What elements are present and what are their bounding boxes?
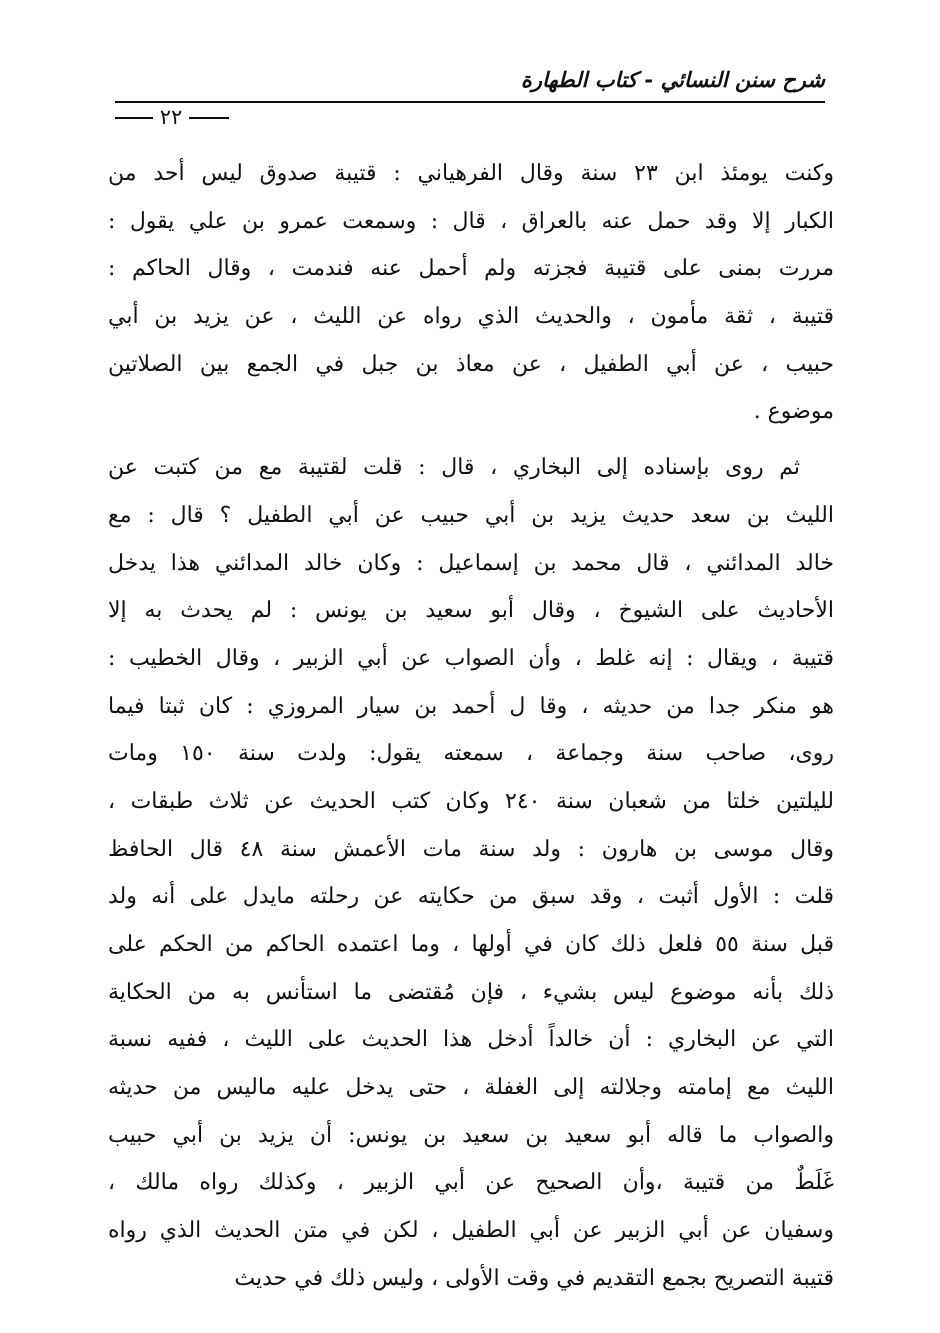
text-line: وكنت يومئذ ابن ٢٣ سنة وقال الفرهياني : قتيبة صدوق ليس أحد من: [108, 161, 834, 186]
page-number-block: [115, 106, 215, 130]
page-number: ٢٢: [159, 105, 183, 129]
body-text: [108, 150, 834, 1303]
text-line: وسفيان عن أبي الزبير عن أبي الطفيل ، لكن في متن الحديث الذي رواه: [108, 1218, 834, 1244]
text-line: ذلك بأنه موضوع ليس بشيء ، فإن مُقتضى ما استأنس به من الحكاية: [108, 979, 834, 1005]
page-number-dash-left: [115, 117, 153, 119]
text-line: وقال موسى بن هارون : ولد سنة مات الأعمش سنة ٤٨ قال الحافظ: [108, 836, 834, 862]
text-line: غَلَطٌ من قتيبة ،وأن الصحيح عن أبي الزبير ، وكذلك رواه مالك ،: [108, 1170, 834, 1196]
text-line: قتيبة التصريح بجمع التقديم في وقت الأولى ، وليس ذلك في حديث: [234, 1265, 834, 1291]
text-line: الليث مع إمامته وجلالته إلى الغفلة ، حتى يدخل عليه ماليس من حديثه: [108, 1075, 834, 1101]
text-line: ثم روى بإسناده إلى البخاري ، قال : قلت لقتيبة مع من كتبت عن: [108, 455, 800, 481]
text-line: روى، صاحب سنة وجماعة ، سمعته يقول: ولدت سنة ١٥٠ ومات: [108, 741, 834, 767]
text-line: خالد المدائني ، قال محمد بن إسماعيل : وكان خالد المدائني هذا يدخل: [108, 550, 834, 576]
text-line: قتيبة ، ويقال : إنه غلط ، وأن الصواب عن أبي الزبير ، وقال الخطيب :: [108, 645, 834, 671]
text-line: هو منكر جدا من حديثه ، وقا ل أحمد بن سيار المروزي : كان ثبتا فيما: [108, 693, 834, 719]
text-line: قتيبة ، ثقة مأمون ، والحديث الذي رواه عن الليث ، عن يزيد بن أبي: [108, 304, 834, 330]
text-line: والصواب ما قاله أبو سعيد بن سعيد بن يونس: أن يزيد بن أبي حبيب: [108, 1122, 834, 1148]
text-line: موضوع .: [753, 399, 834, 425]
text-line: لليلتين خلتا من شعبان سنة ٢٤٠ وكان كتب الحديث عن ثلاث طبقات ،: [108, 788, 834, 814]
running-header: [115, 62, 825, 129]
header-title: شرح سنن النسائي - كتاب الطهارة: [520, 68, 825, 92]
text-line: قبل سنة ٥٥ فلعل ذلك كان في أولها ، وما اعتمده الحاكم من الحكم على: [108, 932, 834, 957]
text-line: التي عن البخاري : أن خالداً أدخل هذا الحديث على الليث ، ففيه نسبة: [108, 1027, 834, 1053]
text-line: الكبار إلا وقد حمل عنه بالعراق ، قال : وسمعت عمرو بن علي يقول :: [108, 208, 834, 234]
paragraph: [108, 444, 834, 1302]
text-line: الأحاديث على الشيوخ ، وقال أبو سعيد بن يونس : لم يحدث به إلا: [108, 598, 834, 624]
header-rule: [115, 101, 825, 103]
text-line: حبيب ، عن أبي الطفيل ، عن معاذ بن جبل في الجمع بين الصلاتين: [108, 351, 834, 377]
text-line: الليث بن سعد حديث يزيد بن أبي حبيب عن أبي الطفيل ؟ قال : مع: [108, 502, 834, 528]
text-line: قلت : الأول أثبت ، وقد سبق من حكايته عن رحلته مايدل على أنه ولد: [108, 884, 834, 910]
paragraph-gap: [108, 436, 834, 444]
paragraph: [108, 150, 834, 436]
text-line: مررت بمنى على قتيبة فجزته ولم أحمل عنه فندمت ، وقال الحاكم :: [108, 256, 834, 282]
page-number-dash-right: [189, 117, 229, 119]
